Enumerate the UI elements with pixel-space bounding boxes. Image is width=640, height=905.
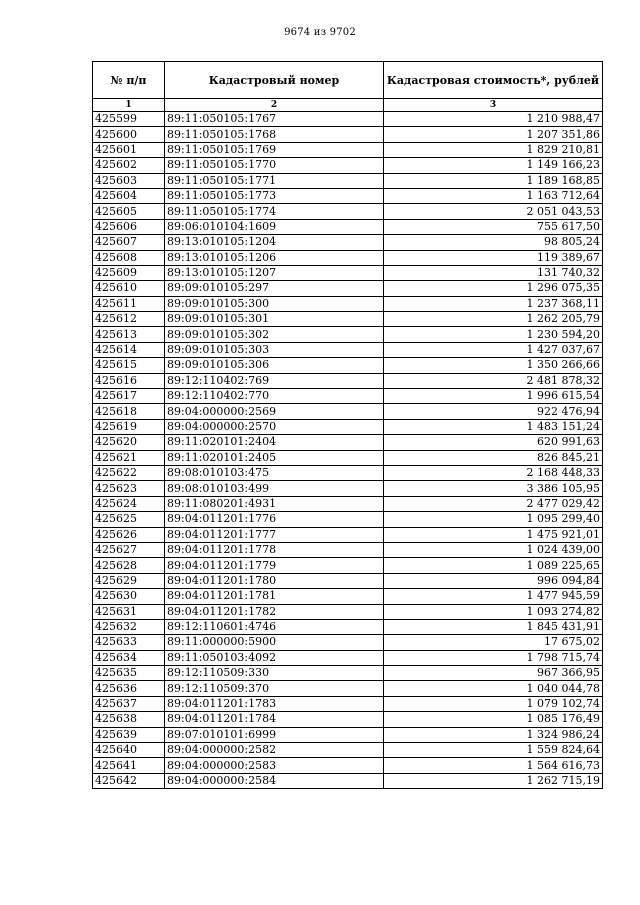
row-number-cell: 425614 <box>93 342 165 357</box>
row-number-cell: 425621 <box>93 450 165 465</box>
cadastral-number-cell: 89:12:110402:770 <box>165 389 384 404</box>
cadastral-number-cell: 89:04:011201:1778 <box>165 542 384 557</box>
table-row <box>93 281 603 296</box>
table-row <box>93 650 603 665</box>
row-number-cell: 425633 <box>93 635 165 650</box>
table-row <box>93 235 603 250</box>
table-row <box>93 158 603 173</box>
cadastral-value-cell: 1 559 824,64 <box>384 743 603 758</box>
table-row <box>93 604 603 619</box>
cadastral-value-cell: 2 481 878,32 <box>384 373 603 388</box>
cadastral-value-cell: 1 798 715,74 <box>384 650 603 665</box>
table-row <box>93 312 603 327</box>
row-number-cell: 425634 <box>93 650 165 665</box>
row-number-cell: 425606 <box>93 219 165 234</box>
cadastral-value-cell: 1 210 988,47 <box>384 112 603 127</box>
row-number-cell: 425602 <box>93 158 165 173</box>
table-row <box>93 773 603 788</box>
cadastral-number-cell: 89:07:010101:6999 <box>165 727 384 742</box>
cadastral-number-cell: 89:11:050105:1767 <box>165 112 384 127</box>
cadastral-number-cell: 89:11:050105:1768 <box>165 127 384 142</box>
table-body <box>93 112 603 789</box>
row-number-cell: 425642 <box>93 773 165 788</box>
table-row <box>93 465 603 480</box>
cadastral-value-cell: 1 475 921,01 <box>384 527 603 542</box>
row-number-cell: 425624 <box>93 496 165 511</box>
cadastral-value-cell: 1 477 945,59 <box>384 589 603 604</box>
cadastral-value-cell: 1 207 351,86 <box>384 127 603 142</box>
row-number-cell: 425627 <box>93 542 165 557</box>
cadastral-number-cell: 89:04:011201:1783 <box>165 696 384 711</box>
row-number-cell: 425619 <box>93 419 165 434</box>
row-number-cell: 425641 <box>93 758 165 773</box>
row-number-cell: 425631 <box>93 604 165 619</box>
cadastral-value-cell: 996 094,84 <box>384 573 603 588</box>
table-row <box>93 265 603 280</box>
row-number-cell: 425601 <box>93 142 165 157</box>
cadastral-value-cell: 2 477 029,42 <box>384 496 603 511</box>
table-row <box>93 743 603 758</box>
table-row <box>93 589 603 604</box>
table-row <box>93 219 603 234</box>
cadastral-number-cell: 89:11:020101:2405 <box>165 450 384 465</box>
row-number-cell: 425615 <box>93 358 165 373</box>
row-number-cell: 425599 <box>93 112 165 127</box>
cadastral-value-cell: 1 189 168,85 <box>384 173 603 188</box>
table-row <box>93 681 603 696</box>
cadastral-number-cell: 89:04:011201:1777 <box>165 527 384 542</box>
cadastral-number-cell: 89:04:000000:2569 <box>165 404 384 419</box>
cadastral-value-cell: 98 805,24 <box>384 235 603 250</box>
table-row <box>93 619 603 634</box>
row-number-cell: 425600 <box>93 127 165 142</box>
row-number-cell: 425612 <box>93 312 165 327</box>
cadastral-value-cell: 119 389,67 <box>384 250 603 265</box>
row-number-cell: 425632 <box>93 619 165 634</box>
cadastral-value-cell: 1 564 616,73 <box>384 758 603 773</box>
row-number-cell: 425637 <box>93 696 165 711</box>
row-number-cell: 425635 <box>93 666 165 681</box>
cadastral-number-cell: 89:04:011201:1776 <box>165 512 384 527</box>
cadastral-value-cell: 1 079 102,74 <box>384 696 603 711</box>
row-number-cell: 425616 <box>93 373 165 388</box>
row-number-cell: 425618 <box>93 404 165 419</box>
table-row <box>93 712 603 727</box>
column-header-cadastral-value-text: Кадастровая стоимость*, рублей <box>386 73 600 87</box>
cadastral-number-cell: 89:04:011201:1779 <box>165 558 384 573</box>
cadastral-number-cell: 89:09:010105:303 <box>165 342 384 357</box>
cadastral-number-cell: 89:09:010105:301 <box>165 312 384 327</box>
cadastral-number-cell: 89:08:010103:499 <box>165 481 384 496</box>
table-row <box>93 727 603 742</box>
cadastral-number-cell: 89:11:020101:2404 <box>165 435 384 450</box>
cadastral-number-cell: 89:09:010105:297 <box>165 281 384 296</box>
cadastral-number-cell: 89:04:000000:2582 <box>165 743 384 758</box>
cadastral-number-cell: 89:11:050105:1774 <box>165 204 384 219</box>
cadastral-value-cell: 1 483 151,24 <box>384 419 603 434</box>
column-header-number: № п/п <box>93 62 165 99</box>
cadastral-value-cell: 1 829 210,81 <box>384 142 603 157</box>
cadastral-value-cell: 755 617,50 <box>384 219 603 234</box>
row-number-cell: 425607 <box>93 235 165 250</box>
table-row <box>93 512 603 527</box>
cadastral-value-cell: 2 168 448,33 <box>384 465 603 480</box>
cadastral-number-cell: 89:09:010105:306 <box>165 358 384 373</box>
cadastral-number-cell: 89:09:010105:300 <box>165 296 384 311</box>
cadastral-number-cell: 89:11:050105:1770 <box>165 158 384 173</box>
cadastral-number-cell: 89:11:050105:1771 <box>165 173 384 188</box>
cadastral-number-cell: 89:04:011201:1782 <box>165 604 384 619</box>
table-row <box>93 373 603 388</box>
table-row <box>93 542 603 557</box>
table-row <box>93 450 603 465</box>
cadastral-number-cell: 89:04:000000:2570 <box>165 419 384 434</box>
cadastral-value-cell: 1 262 715,19 <box>384 773 603 788</box>
table-row <box>93 527 603 542</box>
table-header-row <box>93 62 603 99</box>
cadastral-number-cell: 89:12:110402:769 <box>165 373 384 388</box>
cadastral-value-cell: 1 262 205,79 <box>384 312 603 327</box>
table-row <box>93 696 603 711</box>
row-number-cell: 425622 <box>93 465 165 480</box>
row-number-cell: 425613 <box>93 327 165 342</box>
table-row <box>93 188 603 203</box>
row-number-cell: 425605 <box>93 204 165 219</box>
cadastral-number-cell: 89:11:080201:4931 <box>165 496 384 511</box>
table-row <box>93 666 603 681</box>
row-number-cell: 425610 <box>93 281 165 296</box>
cadastral-number-cell: 89:09:010105:302 <box>165 327 384 342</box>
cadastral-number-cell: 89:12:110509:370 <box>165 681 384 696</box>
column-number-1: 1 <box>93 99 165 112</box>
table-row <box>93 481 603 496</box>
table-row <box>93 127 603 142</box>
row-number-cell: 425630 <box>93 589 165 604</box>
cadastral-value-cell: 17 675,02 <box>384 635 603 650</box>
row-number-cell: 425620 <box>93 435 165 450</box>
cadastral-value-cell: 1 149 166,23 <box>384 158 603 173</box>
cadastral-value-cell: 922 476,94 <box>384 404 603 419</box>
cadastral-number-cell: 89:12:110601:4746 <box>165 619 384 634</box>
cadastral-value-cell: 1 427 037,67 <box>384 342 603 357</box>
table-row <box>93 496 603 511</box>
column-number-3: 3 <box>384 99 603 112</box>
row-number-cell: 425628 <box>93 558 165 573</box>
row-number-cell: 425603 <box>93 173 165 188</box>
table-row <box>93 250 603 265</box>
cadastral-value-cell: 1 237 368,11 <box>384 296 603 311</box>
table-row <box>93 419 603 434</box>
cadastral-value-cell: 1 350 266,66 <box>384 358 603 373</box>
cadastral-number-cell: 89:12:110509:330 <box>165 666 384 681</box>
column-header-cadastral-number: Кадастровый номер <box>165 62 384 99</box>
row-number-cell: 425611 <box>93 296 165 311</box>
cadastral-value-cell: 1 089 225,65 <box>384 558 603 573</box>
table-row <box>93 327 603 342</box>
cadastral-number-cell: 89:13:010105:1206 <box>165 250 384 265</box>
row-number-cell: 425638 <box>93 712 165 727</box>
cadastral-value-cell: 1 024 439,00 <box>384 542 603 557</box>
table-row <box>93 758 603 773</box>
row-number-cell: 425629 <box>93 573 165 588</box>
cadastral-value-cell: 1 324 986,24 <box>384 727 603 742</box>
cadastral-value-cell: 2 051 043,53 <box>384 204 603 219</box>
cadastral-value-cell: 1 163 712,64 <box>384 188 603 203</box>
table-row <box>93 435 603 450</box>
cadastral-value-cell: 1 093 274,82 <box>384 604 603 619</box>
cadastral-value-cell: 967 366,95 <box>384 666 603 681</box>
table-row <box>93 558 603 573</box>
table-row <box>93 358 603 373</box>
row-number-cell: 425626 <box>93 527 165 542</box>
row-number-cell: 425636 <box>93 681 165 696</box>
row-number-cell: 425609 <box>93 265 165 280</box>
cadastral-number-cell: 89:11:050105:1773 <box>165 188 384 203</box>
row-number-cell: 425639 <box>93 727 165 742</box>
table-row <box>93 573 603 588</box>
cadastral-value-cell: 1 230 594,20 <box>384 327 603 342</box>
cadastral-value-cell: 3 386 105,95 <box>384 481 603 496</box>
cadastral-number-cell: 89:13:010105:1207 <box>165 265 384 280</box>
column-numbers-row <box>93 99 603 112</box>
table-row <box>93 142 603 157</box>
cadastral-number-cell: 89:13:010105:1204 <box>165 235 384 250</box>
cadastral-value-cell: 1 845 431,91 <box>384 619 603 634</box>
cadastral-number-cell: 89:06:010104:1609 <box>165 219 384 234</box>
cadastral-value-cell: 826 845,21 <box>384 450 603 465</box>
cadastral-value-cell: 1 296 075,35 <box>384 281 603 296</box>
row-number-cell: 425608 <box>93 250 165 265</box>
cadastral-number-cell: 89:08:010103:475 <box>165 465 384 480</box>
cadastral-number-cell: 89:04:011201:1784 <box>165 712 384 727</box>
cadastral-number-cell: 89:04:011201:1781 <box>165 589 384 604</box>
page-indicator: 9674 из 9702 <box>284 27 356 38</box>
table-row <box>93 635 603 650</box>
cadastral-value-cell: 620 991,63 <box>384 435 603 450</box>
row-number-cell: 425640 <box>93 743 165 758</box>
column-number-2: 2 <box>165 99 384 112</box>
table-row <box>93 389 603 404</box>
cadastral-number-cell: 89:04:000000:2584 <box>165 773 384 788</box>
cadastral-value-cell: 1 085 176,49 <box>384 712 603 727</box>
cadastral-number-cell: 89:04:000000:2583 <box>165 758 384 773</box>
cadastral-number-cell: 89:11:050105:1769 <box>165 142 384 157</box>
table-row <box>93 296 603 311</box>
row-number-cell: 425617 <box>93 389 165 404</box>
table-row <box>93 204 603 219</box>
table-row <box>93 112 603 127</box>
cadastral-number-cell: 89:11:050103:4092 <box>165 650 384 665</box>
cadastral-value-cell: 1 095 299,40 <box>384 512 603 527</box>
column-header-cadastral-value <box>384 62 603 99</box>
cadastral-number-cell: 89:11:000000:5900 <box>165 635 384 650</box>
table-row <box>93 173 603 188</box>
table-row <box>93 404 603 419</box>
cadastral-table <box>92 61 603 789</box>
row-number-cell: 425623 <box>93 481 165 496</box>
cadastral-number-cell: 89:04:011201:1780 <box>165 573 384 588</box>
cadastral-value-cell: 131 740,32 <box>384 265 603 280</box>
row-number-cell: 425604 <box>93 188 165 203</box>
cadastral-value-cell: 1 040 044,78 <box>384 681 603 696</box>
row-number-cell: 425625 <box>93 512 165 527</box>
cadastral-value-cell: 1 996 615,54 <box>384 389 603 404</box>
table-row <box>93 342 603 357</box>
